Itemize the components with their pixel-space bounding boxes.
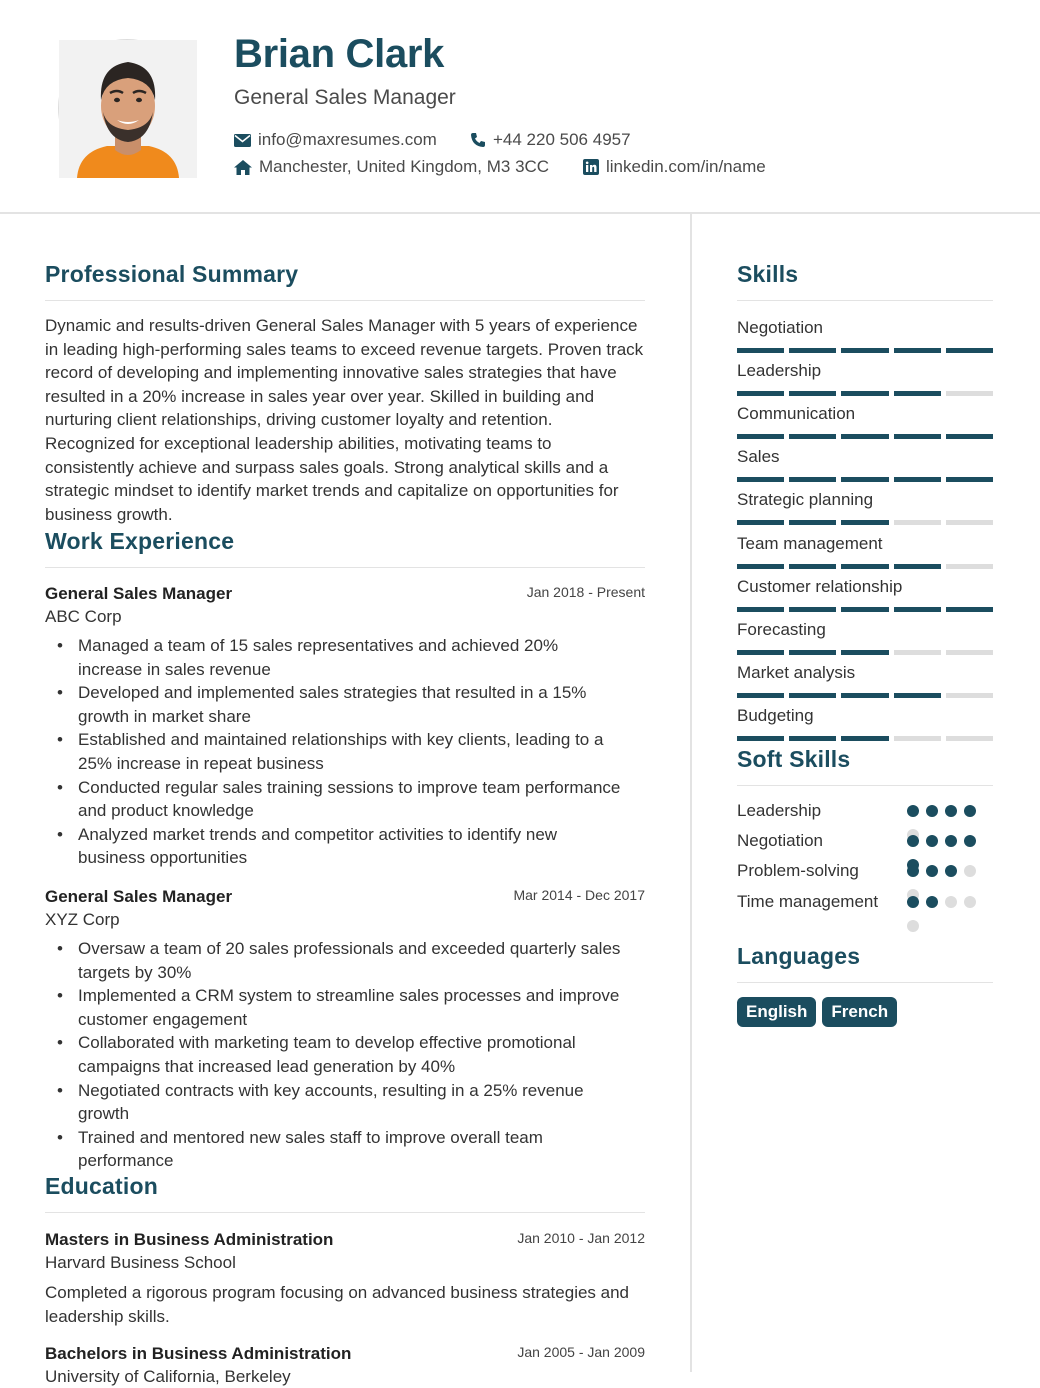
skill-level-segment: [789, 348, 836, 353]
rating-dot: [926, 865, 938, 877]
envelope-icon: [234, 134, 251, 147]
experience-rule: [45, 567, 645, 568]
skill-level-segment: [789, 434, 836, 439]
skill-level-segment: [737, 650, 784, 655]
skill-level-segment: [737, 520, 784, 525]
bullet-item: • Oversaw a team of 20 sales professionals and exceeded quarterly sales targets by 30%: [45, 937, 625, 984]
school-name: Harvard Business School: [45, 1253, 236, 1272]
job-entry: [45, 582, 645, 870]
skill-level-segment: [737, 434, 784, 439]
job-bullets: [45, 634, 645, 870]
skill-item: [737, 359, 993, 396]
job-dates: Jan 2018 - Present: [526, 584, 645, 600]
soft-skills-heading: Soft Skills: [737, 746, 851, 772]
soft-skill-name: Negotiation: [737, 831, 824, 850]
skill-level-segment: [789, 564, 836, 569]
skill-name: Team management: [737, 533, 883, 553]
skill-level-segment: [894, 391, 941, 396]
rating-dot: [964, 805, 976, 817]
languages-heading: Languages: [737, 943, 861, 969]
skill-level-segment: [946, 693, 993, 698]
skill-level-segment: [946, 348, 993, 353]
email-contact[interactable]: [234, 130, 437, 150]
skill-level-segment: [894, 348, 941, 353]
skill-level-segment: [894, 736, 941, 741]
rating-dot: [945, 865, 957, 877]
skill-level-segment: [841, 607, 888, 612]
summary-rule: [45, 300, 645, 301]
bullet-item: • Trained and mentored new sales staff to improve overall team performance: [45, 1126, 625, 1173]
skill-name: Negotiation: [737, 318, 824, 337]
skill-name: Budgeting: [737, 705, 814, 725]
rating-dot: [945, 835, 957, 847]
email-text: info@maxresumes.com: [258, 130, 437, 149]
skill-level-segment: [737, 736, 784, 741]
skill-level-segment: [841, 650, 888, 655]
skill-level-segment: [946, 650, 993, 655]
job-company: XYZ Corp: [45, 910, 120, 929]
soft-skill-name: Problem-solving: [737, 861, 859, 880]
skill-level-segment: [737, 348, 784, 353]
address-text: Manchester, United Kingdom, M3 3CC: [259, 157, 550, 176]
phone-text: +44 220 506 4957: [493, 130, 631, 149]
education-description: Completed a rigorous program focusing on advanced business strategies and leadership skills.: [45, 1283, 630, 1326]
skill-level-segment: [946, 391, 993, 396]
summary-text: Dynamic and results-driven General Sales Manager with 5 years of experience in leading high-performing sales teams to exceed revenue targets. Proven track record of developing and implementing innovative sales strategies that have resulted in a 20% increase in sales year over year. Skilled in building and nurturing client relationships, driving customer loyalty and retention. Recognized for exceptional leadership abilities, motivating teams to consistently achieve and surpass sales goals. Strong analytical skills and a strategic mindset to identify market trends and capitalize on opportunities for business growth.: [45, 316, 644, 524]
job-bullets: [45, 937, 645, 1173]
skill-level-segment: [841, 564, 888, 569]
skill-level-bar: [737, 693, 993, 698]
skill-item: [737, 445, 993, 482]
phone-contact[interactable]: [470, 130, 631, 150]
rating-dot: [926, 896, 938, 908]
skill-level-segment: [841, 391, 888, 396]
skill-item: [737, 661, 993, 698]
skill-level-bar: [737, 607, 993, 612]
skill-level-segment: [894, 434, 941, 439]
job-entry: [45, 885, 645, 1173]
rating-dot: [907, 805, 919, 817]
language-tag: French: [822, 997, 897, 1027]
rating-dot: [964, 865, 976, 877]
bullet-item: • Established and maintained relationships with key clients, leading to a 25% increase in repeat business: [45, 728, 625, 775]
skill-level-segment: [894, 564, 941, 569]
rating-dot: [926, 835, 938, 847]
skill-level-segment: [946, 520, 993, 525]
job-dates: Mar 2014 - Dec 2017: [513, 887, 645, 903]
experience-heading: Work Experience: [45, 528, 235, 554]
skill-item: [737, 704, 993, 741]
skill-level-segment: [789, 607, 836, 612]
skill-level-segment: [841, 520, 888, 525]
skill-level-segment: [946, 477, 993, 482]
education-entry: [45, 1228, 645, 1329]
language-tag: English: [737, 997, 816, 1027]
soft-skill-item: [737, 859, 993, 883]
resume-header: [0, 0, 1040, 214]
soft-skills-rule: [737, 785, 993, 786]
skill-item: [737, 575, 993, 612]
skill-level-segment: [737, 607, 784, 612]
rating-dot: [907, 865, 919, 877]
soft-skill-name: Leadership: [737, 801, 822, 820]
skill-level-bar: [737, 477, 993, 482]
rating-dot: [926, 805, 938, 817]
degree-title: Masters in Business Administration: [45, 1230, 334, 1249]
skill-level-segment: [737, 693, 784, 698]
summary-heading: Professional Summary: [45, 261, 299, 287]
skill-level-segment: [894, 477, 941, 482]
skill-level-segment: [789, 650, 836, 655]
skill-item: [737, 618, 993, 655]
skill-level-segment: [789, 736, 836, 741]
skill-level-segment: [946, 434, 993, 439]
rating-dot: [907, 920, 919, 932]
skill-level-bar: [737, 520, 993, 525]
skill-level-bar: [737, 348, 993, 353]
candidate-title: General Sales Manager: [234, 86, 456, 109]
education-dates: Jan 2010 - Jan 2012: [517, 1230, 645, 1246]
school-name: University of California, Berkeley: [45, 1367, 291, 1386]
skill-name: Sales: [737, 447, 780, 467]
education-dates: Jan 2005 - Jan 2009: [517, 1344, 645, 1360]
soft-skill-item: [737, 829, 993, 853]
bullet-item: • Collaborated with marketing team to develop effective promotional campaigns that increased lead generation by 40%: [45, 1031, 625, 1078]
skill-name: Communication: [737, 404, 856, 424]
profile-photo: [58, 39, 196, 177]
education-heading: Education: [45, 1173, 158, 1199]
skill-level-segment: [894, 693, 941, 698]
job-title: General Sales Manager: [45, 584, 233, 603]
skills-rule: [737, 300, 993, 301]
bullet-item: • Conducted regular sales training sessions to improve team performance and product knowledge: [45, 776, 625, 823]
rating-dot: [907, 896, 919, 908]
column-divider: [690, 214, 692, 1372]
skill-level-segment: [894, 520, 941, 525]
job-company: ABC Corp: [45, 607, 122, 626]
linkedin-icon: [583, 159, 599, 175]
bullet-item: • Developed and implemented sales strategies that resulted in a 15% growth in market share: [45, 681, 625, 728]
skill-level-bar: [737, 434, 993, 439]
rating-dot: [964, 896, 976, 908]
skill-level-segment: [841, 348, 888, 353]
skill-level-segment: [789, 693, 836, 698]
skill-level-segment: [789, 477, 836, 482]
skill-name: Strategic planning: [737, 490, 874, 510]
languages-rule: [737, 982, 993, 983]
rating-dot: [964, 835, 976, 847]
bullet-item: • Implemented a CRM system to streamline sales processes and improve customer engagement: [45, 984, 625, 1031]
skill-level-bar: [737, 736, 993, 741]
skill-item: [737, 488, 993, 525]
skills-heading: Skills: [737, 261, 799, 287]
skill-level-segment: [789, 391, 836, 396]
degree-title: Bachelors in Business Administration: [45, 1344, 352, 1363]
skill-level-segment: [841, 693, 888, 698]
rating-dot: [945, 896, 957, 908]
soft-skill-name: Time management: [737, 892, 879, 911]
education-entry: [45, 1342, 645, 1388]
rating-dot: [907, 835, 919, 847]
soft-skill-item: [737, 799, 993, 823]
skill-level-bar: [737, 650, 993, 655]
skill-level-segment: [789, 520, 836, 525]
job-title: General Sales Manager: [45, 887, 233, 906]
skill-level-segment: [894, 607, 941, 612]
address-contact: [234, 157, 549, 177]
home-icon: [234, 160, 252, 175]
skill-level-segment: [946, 736, 993, 741]
bullet-item: • Managed a team of 15 sales representatives and achieved 20% increase in sales revenue: [45, 634, 625, 681]
skill-level-segment: [737, 564, 784, 569]
skill-level-bar: [737, 391, 993, 396]
skill-name: Forecasting: [737, 619, 826, 639]
linkedin-contact[interactable]: [583, 157, 766, 177]
skill-level-segment: [841, 477, 888, 482]
phone-icon: [470, 132, 486, 148]
skill-item: [737, 402, 993, 439]
skill-level-segment: [894, 650, 941, 655]
bullet-item: • Negotiated contracts with key accounts, resulting in a 25% revenue growth: [45, 1079, 625, 1126]
skill-name: Market analysis: [737, 662, 856, 682]
skill-level-segment: [737, 477, 784, 482]
bullet-item: • Analyzed market trends and competitor activities to identify new business opportunities: [45, 823, 625, 870]
education-rule: [45, 1212, 645, 1213]
soft-skill-item: [737, 890, 993, 914]
skill-name: Customer relationship: [737, 576, 903, 596]
skill-level-segment: [841, 434, 888, 439]
skill-level-segment: [737, 391, 784, 396]
skill-item: [737, 532, 993, 569]
skill-level-bar: [737, 564, 993, 569]
languages-list: [737, 997, 897, 1027]
linkedin-text: linkedin.com/in/name: [606, 157, 766, 176]
skill-item: [737, 316, 993, 353]
rating-dot: [945, 805, 957, 817]
skill-level-segment: [946, 564, 993, 569]
candidate-name: Brian Clark: [234, 32, 445, 76]
skill-level-segment: [946, 607, 993, 612]
skill-name: Leadership: [737, 361, 822, 381]
skill-level-segment: [841, 736, 888, 741]
